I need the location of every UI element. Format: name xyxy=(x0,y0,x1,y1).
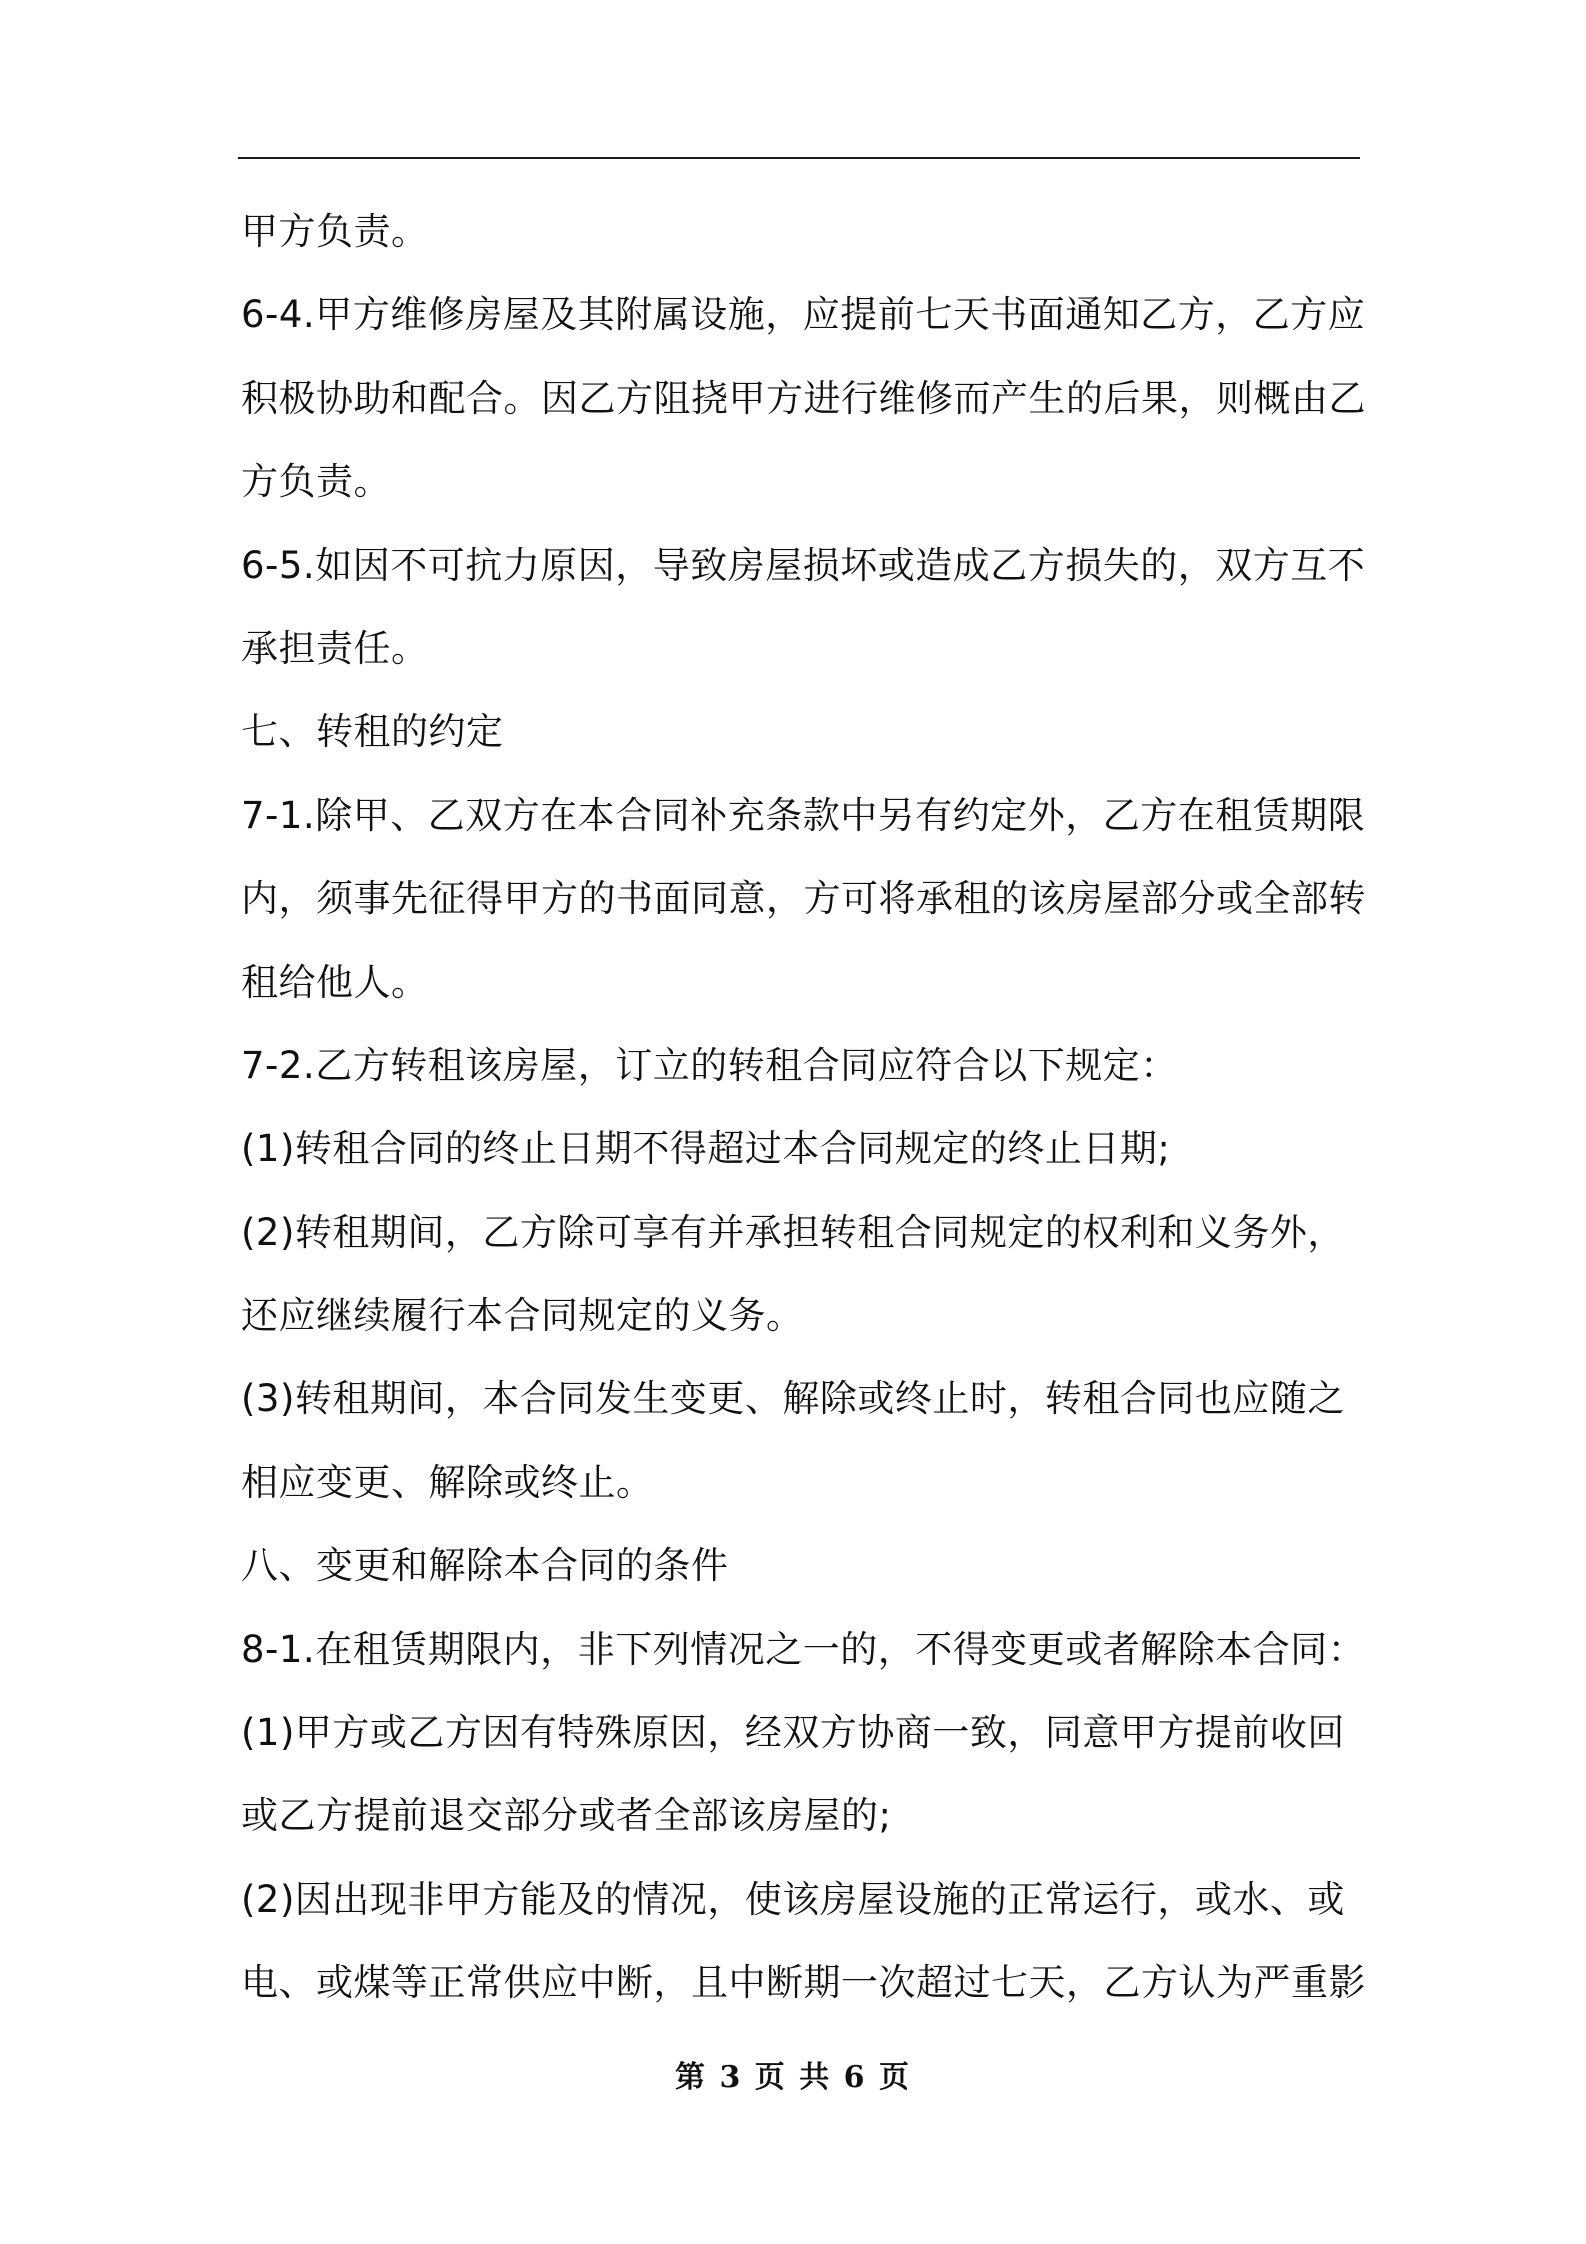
page-number-footer: 第 3 页 共 6 页 xyxy=(675,2060,911,2095)
section-heading: 七、转租的约定 xyxy=(241,710,504,754)
text-line: 7-2.乙方转租该房屋，订立的转租合同应符合以下规定： xyxy=(241,1043,1178,1087)
text-line: (2)因出现非甲方能及的情况，使该房屋设施的正常运行，或水、或 xyxy=(241,1877,1345,1921)
text-line: 相应变更、解除或终止。 xyxy=(241,1460,654,1504)
text-line: 还应继续履行本合同规定的义务。 xyxy=(241,1294,804,1338)
text-line: 6-4.甲方维修房屋及其附属设施，应提前七天书面通知乙方，乙方应 xyxy=(241,293,1366,337)
text-line: 或乙方提前退交部分或者全部该房屋的; xyxy=(241,1794,892,1838)
text-line: 内，须事先征得甲方的书面同意，方可将承租的该房屋部分或全部转 xyxy=(241,877,1366,921)
text-line: 积极协助和配合。因乙方阻挠甲方进行维修而产生的后果，则概由乙 xyxy=(241,376,1366,420)
text-line: 7-1.除甲、乙双方在本合同补充条款中另有约定外，乙方在租赁期限 xyxy=(241,793,1366,837)
text-line: 6-5.如因不可抗力原因，导致房屋损坏或造成乙方损失的，双方互不 xyxy=(241,543,1366,587)
section-heading: 八、变更和解除本合同的条件 xyxy=(241,1544,729,1588)
text-line: (3)转租期间，本合同发生变更、解除或终止时，转租合同也应随之 xyxy=(241,1377,1345,1421)
text-line: 租给他人。 xyxy=(241,960,429,1004)
document-body xyxy=(241,190,1366,2025)
text-line: (1)转租合同的终止日期不得超过本合同规定的终止日期; xyxy=(241,1127,1171,1171)
text-line: 8-1.在租赁期限内，非下列情况之一的，不得变更或者解除本合同： xyxy=(241,1627,1366,1671)
text-line: 方负责。 xyxy=(241,460,391,504)
text-line: 承担责任。 xyxy=(241,626,429,670)
text-line: 电、或煤等正常供应中断，且中断期一次超过七天，乙方认为严重影 xyxy=(241,1961,1366,2005)
text-line: (2)转租期间，乙方除可享有并承担转租合同规定的权利和义务外， xyxy=(241,1210,1345,1254)
text-line: (1)甲方或乙方因有特殊原因，经双方协商一致，同意甲方提前收回 xyxy=(241,1711,1345,1755)
header-rule xyxy=(238,157,1360,159)
text-line: 甲方负责。 xyxy=(241,210,429,253)
